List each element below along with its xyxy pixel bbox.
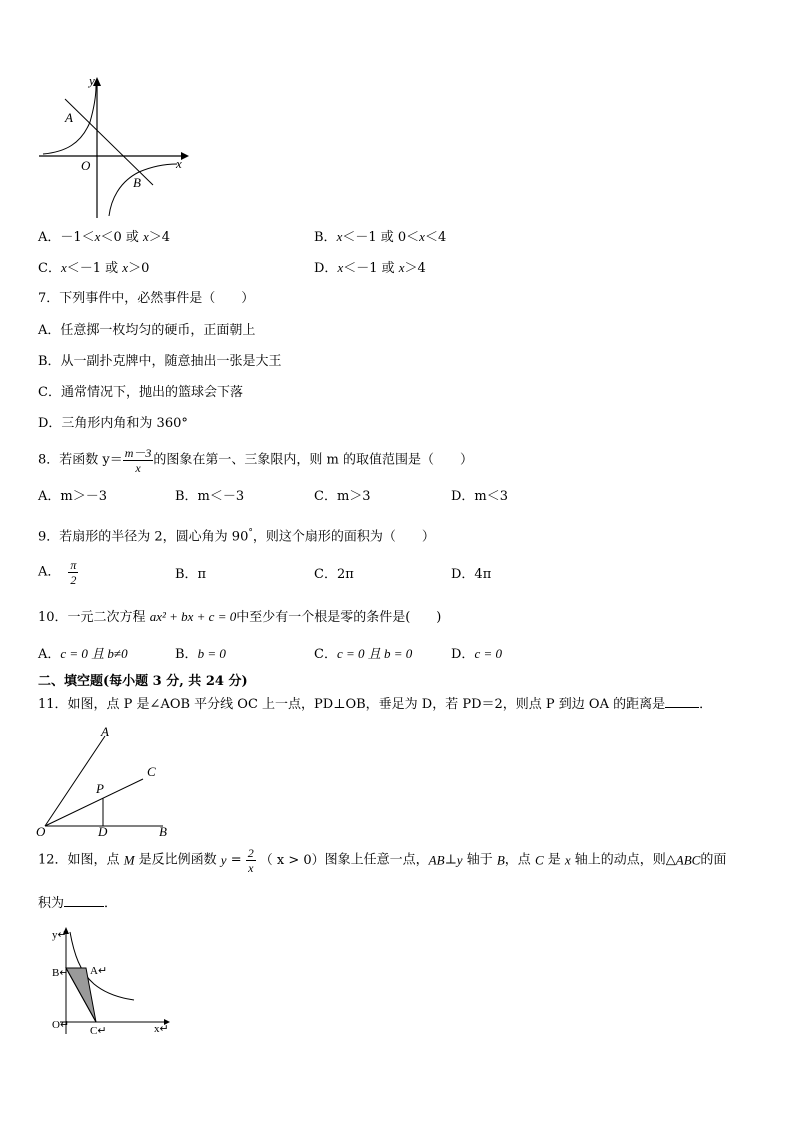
label-a: A bbox=[101, 724, 109, 739]
label-y: y↵ bbox=[52, 929, 67, 941]
label-o: O bbox=[36, 824, 46, 839]
y-label: y bbox=[89, 73, 95, 88]
q10-option-a: A．c = 0 且 b≠0 bbox=[38, 646, 128, 662]
q8-option-c: C．m＞3 bbox=[314, 489, 371, 504]
q8-option-b: B．m＜－3 bbox=[175, 489, 245, 504]
label-d: D bbox=[98, 824, 108, 839]
x-label: x bbox=[176, 156, 182, 171]
q8-option-d: D．m＜3 bbox=[451, 489, 509, 504]
ray-oc bbox=[45, 779, 143, 826]
q10-stem: 10．一元二次方程 ax² + bx + c = 0中至少有一个根是零的条件是( ) bbox=[38, 609, 442, 625]
label-a: A↵ bbox=[90, 965, 108, 977]
label-c: C bbox=[147, 764, 156, 779]
q8-stem: 8．若函数 y＝ $\frac{m-3}{x}$ 的图象在第一、三象限内，则 m 的取值范围是（ ） bbox=[38, 446, 474, 475]
x-axis-arrow bbox=[181, 152, 189, 160]
point-a-label: A bbox=[65, 110, 73, 125]
q11-answer-blank[interactable] bbox=[665, 707, 699, 708]
q12-fraction: $\frac{2}{x}$ bbox=[247, 846, 254, 875]
q10-option-d: D．c = 0 bbox=[451, 646, 502, 662]
q6-option-c: C．x＜－1 或 x＞0 bbox=[38, 260, 150, 276]
q12-answer-blank[interactable] bbox=[64, 906, 104, 907]
q8-option-a: A．m＞－3 bbox=[38, 489, 107, 504]
label-b: B↵ bbox=[52, 967, 69, 979]
q12-figure bbox=[46, 924, 176, 1040]
q7-option-d: D．三角形内角和为 360° bbox=[38, 416, 188, 431]
label-x: x↵ bbox=[154, 1023, 169, 1035]
q12-stem: 12．如图，点 M 是反比例函数 y = $\frac{2}{x}$ （ x > 0）图象上任意一点，AB⊥y 轴于 B，点 C 是 x 轴上的动点，则△ABC的面 bbox=[38, 846, 727, 875]
q9-a-fraction: $\frac{\pi}{2}$ bbox=[70, 558, 77, 587]
q9-option-b: B．π bbox=[175, 567, 207, 582]
q11-figure bbox=[35, 724, 185, 842]
q12-line2: 积为 ． bbox=[38, 896, 118, 911]
q9-option-c: C．2π bbox=[314, 567, 354, 582]
q6-option-a: A．－1＜x＜0 或 x＞4 bbox=[38, 229, 171, 245]
q7-option-c: C．通常情况下，抛出的篮球会下落 bbox=[38, 385, 243, 400]
q9-option-a: A． $\frac{\pi}{2}$ bbox=[38, 558, 77, 587]
q6-option-b: B．x＜－1 或 0＜x＜4 bbox=[314, 229, 447, 245]
section-2-title: 二、填空题(每小题 3 分, 共 24 分) bbox=[38, 674, 248, 689]
q10-option-c: C．c = 0 且 b = 0 bbox=[314, 646, 413, 662]
label-c: C↵ bbox=[90, 1025, 107, 1037]
point-b-label: B bbox=[133, 175, 141, 190]
q6-option-d: D．x＜－1 或 x＞4 bbox=[314, 260, 426, 276]
origin-label: O bbox=[81, 158, 91, 173]
label-o: O↵ bbox=[52, 1019, 70, 1031]
q9-option-d: D．4π bbox=[451, 567, 492, 582]
q7-option-a: A．任意掷一枚均匀的硬币，正面朝上 bbox=[38, 323, 256, 338]
q7-option-b: B．从一副扑克牌中，随意抽出一张是大王 bbox=[38, 354, 282, 369]
q8-fraction: $\frac{m-3}{x}$ bbox=[124, 446, 152, 475]
q7-stem: 7．下列事件中，必然事件是（ ） bbox=[38, 291, 255, 306]
q9-stem: 9．若扇形的半径为 2，圆心角为 90°，则这个扇形的面积为（ ） bbox=[38, 528, 435, 545]
line-ab bbox=[65, 99, 153, 185]
q11-stem: 11．如图，点 P 是∠AOB 平分线 OC 上一点，PD⊥OB，垂足为 D，若 PD＝2，则点 P 到边 OA 的距离是 ． bbox=[38, 697, 713, 712]
q6-figure bbox=[35, 72, 195, 222]
label-b: B bbox=[159, 824, 167, 839]
q10-option-b: B．b = 0 bbox=[175, 646, 226, 662]
label-p: P bbox=[96, 781, 104, 796]
hyperbola-branch-4 bbox=[109, 164, 177, 216]
